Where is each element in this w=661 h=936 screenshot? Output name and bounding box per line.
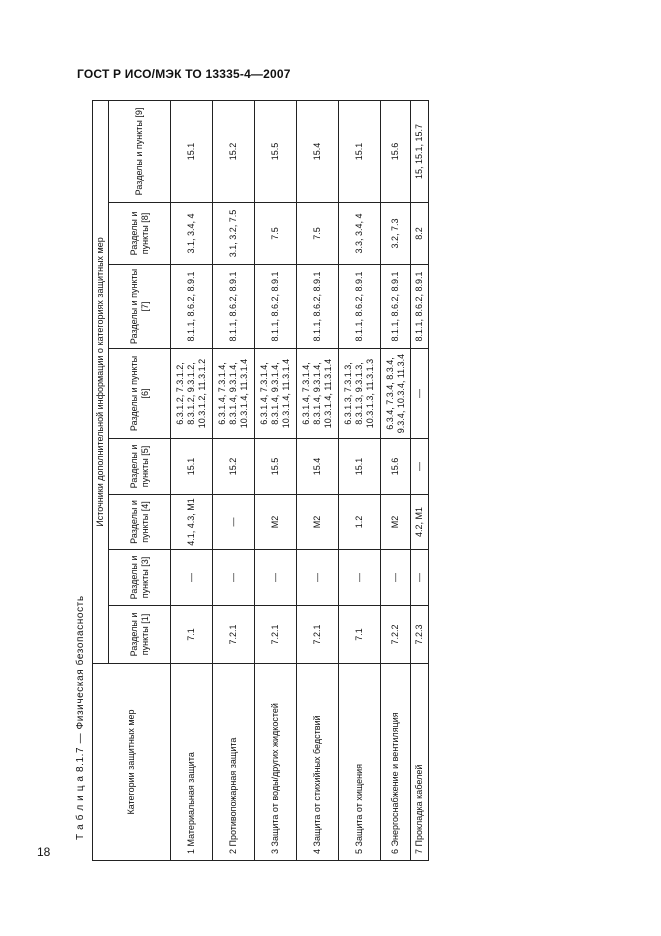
reference-cell: 15, 15.1, 15.7 [411, 100, 429, 202]
reference-cell: 7.2.1 [297, 606, 339, 664]
table-row [171, 100, 213, 860]
reference-cell: 15.6 [381, 439, 411, 495]
reference-cell: 15.4 [297, 100, 339, 202]
reference-cell: 3.1, 3.4, 4 [171, 203, 213, 265]
reference-cell: 15.6 [381, 100, 411, 202]
reference-cell: 15.1 [171, 439, 213, 495]
rotated-table-container [92, 101, 429, 861]
reference-cell: — [339, 550, 381, 606]
reference-cell: 15.1 [339, 100, 381, 202]
reference-cell: 8.1.1, 8.6.2, 8.9.1 [339, 265, 381, 349]
source-column-header: Разделы и пункты [1] [109, 606, 171, 664]
category-cell: 1 Материальная защита [171, 664, 213, 861]
reference-cell: 6.3.1.4, 7.3.1.4, 8.3.1.4, 9.3.1.4, 10.3.1.4, 11.3.1.4 [255, 349, 297, 439]
reference-cell: 15.5 [255, 439, 297, 495]
reference-cell: — [411, 550, 429, 606]
reference-cell: 15.2 [213, 439, 255, 495]
table-row [339, 100, 381, 860]
table-row [255, 100, 297, 860]
reference-cell: М2 [255, 495, 297, 550]
reference-cell: — [411, 349, 429, 439]
category-cell: 4 Защита от стихийных бедствий [297, 664, 339, 861]
reference-cell: 8.1.1, 8.6.2, 8.9.1 [255, 265, 297, 349]
reference-cell: 3.2, 7.3 [381, 203, 411, 265]
reference-cell: 15.2 [213, 100, 255, 202]
source-column-header: Разделы и пункты [5] [109, 439, 171, 495]
category-cell: 7 Прокладка кабелей [411, 664, 429, 861]
source-column-header: Разделы и пункты [8] [109, 203, 171, 265]
reference-cell: 6.3.1.2, 7.3.1.2, 8.3.1.2, 9.3.1.2, 10.3.1.2, 11.3.1.2 [171, 349, 213, 439]
page-number: 18 [37, 845, 51, 859]
table-caption: Т а б л и ц а 8.1.7 — Физическая безопасность [75, 595, 86, 840]
reference-cell: 8.1.1, 8.6.2, 8.9.1 [381, 265, 411, 349]
reference-cell: 4.2, М1 [411, 495, 429, 550]
reference-cell: 8.1.1, 8.6.2, 8.9.1 [171, 265, 213, 349]
reference-cell: 7.2.1 [255, 606, 297, 664]
reference-cell: — [171, 550, 213, 606]
reference-cell: 6.3.1.4, 7.3.1.4, 8.3.1.4, 9.3.1.4, 10.3.1.4, 11.3.1.4 [213, 349, 255, 439]
reference-cell: 6.3.1.3, 7.3.1.3, 8.3.1.3, 9.3.1.3, 10.3.1.3, 11.3.1.3 [339, 349, 381, 439]
table-row [297, 100, 339, 860]
reference-cell: 15.4 [297, 439, 339, 495]
reference-cell: 15.1 [171, 100, 213, 202]
reference-cell: 8.1.1, 8.6.2, 8.9.1 [213, 265, 255, 349]
reference-cell: 6.3.4, 7.3.4, 8.3.4, 9.3.4, 10.3.4, 11.3.4 [381, 349, 411, 439]
reference-cell: — [411, 439, 429, 495]
sources-group-header: Источники дополнительной информации о категориях защитных мер [93, 100, 109, 663]
category-cell: 3 Защита от воды/других жидкостей [255, 664, 297, 861]
reference-cell: — [381, 550, 411, 606]
reference-cell: 4.1, 4.3, М1 [171, 495, 213, 550]
category-cell: 6 Энергоснабжение и вентиляция [381, 664, 411, 861]
table-row [411, 100, 429, 860]
category-cell: 5 Защита от хищения [339, 664, 381, 861]
reference-cell: 15.1 [339, 439, 381, 495]
reference-cell: 6.3.1.4, 7.3.1.4, 8.3.1.4, 9.3.1.4, 10.3.1.4, 11.3.1.4 [297, 349, 339, 439]
reference-cell: 7.5 [255, 203, 297, 265]
reference-cell: М2 [381, 495, 411, 550]
reference-cell: — [255, 550, 297, 606]
reference-cell: 7.1 [171, 606, 213, 664]
reference-cell: 8.1.1, 8.6.2, 8.9.1 [411, 265, 429, 349]
reference-cell: 7.5 [297, 203, 339, 265]
reference-cell: 1.2 [339, 495, 381, 550]
source-column-header: Разделы и пункты [7] [109, 265, 171, 349]
source-column-header: Разделы и пункты [6] [109, 349, 171, 439]
source-column-header: Разделы и пункты [9] [109, 100, 171, 202]
reference-cell: 7.2.1 [213, 606, 255, 664]
table-row [213, 100, 255, 860]
reference-cell: 3.3, 3.4, 4 [339, 203, 381, 265]
category-column-header: Категории защитных мер [93, 664, 171, 861]
physical-security-table [92, 100, 429, 861]
reference-cell: 3.1, 3.2, 7.5 [213, 203, 255, 265]
reference-cell: 7.2.2 [381, 606, 411, 664]
category-cell: 2 Противопожарная защита [213, 664, 255, 861]
source-column-header: Разделы и пункты [4] [109, 495, 171, 550]
reference-cell: — [213, 550, 255, 606]
reference-cell: — [213, 495, 255, 550]
reference-cell: М2 [297, 495, 339, 550]
table-row [381, 100, 411, 860]
reference-cell: 8.2 [411, 203, 429, 265]
reference-cell: 7.2.3 [411, 606, 429, 664]
document-header: ГОСТ Р ИСО/МЭК ТО 13335-4—2007 [77, 67, 291, 81]
reference-cell: 15.5 [255, 100, 297, 202]
reference-cell: — [297, 550, 339, 606]
reference-cell: 8.1.1, 8.6.2, 8.9.1 [297, 265, 339, 349]
source-column-header: Разделы и пункты [3] [109, 550, 171, 606]
reference-cell: 7.1 [339, 606, 381, 664]
